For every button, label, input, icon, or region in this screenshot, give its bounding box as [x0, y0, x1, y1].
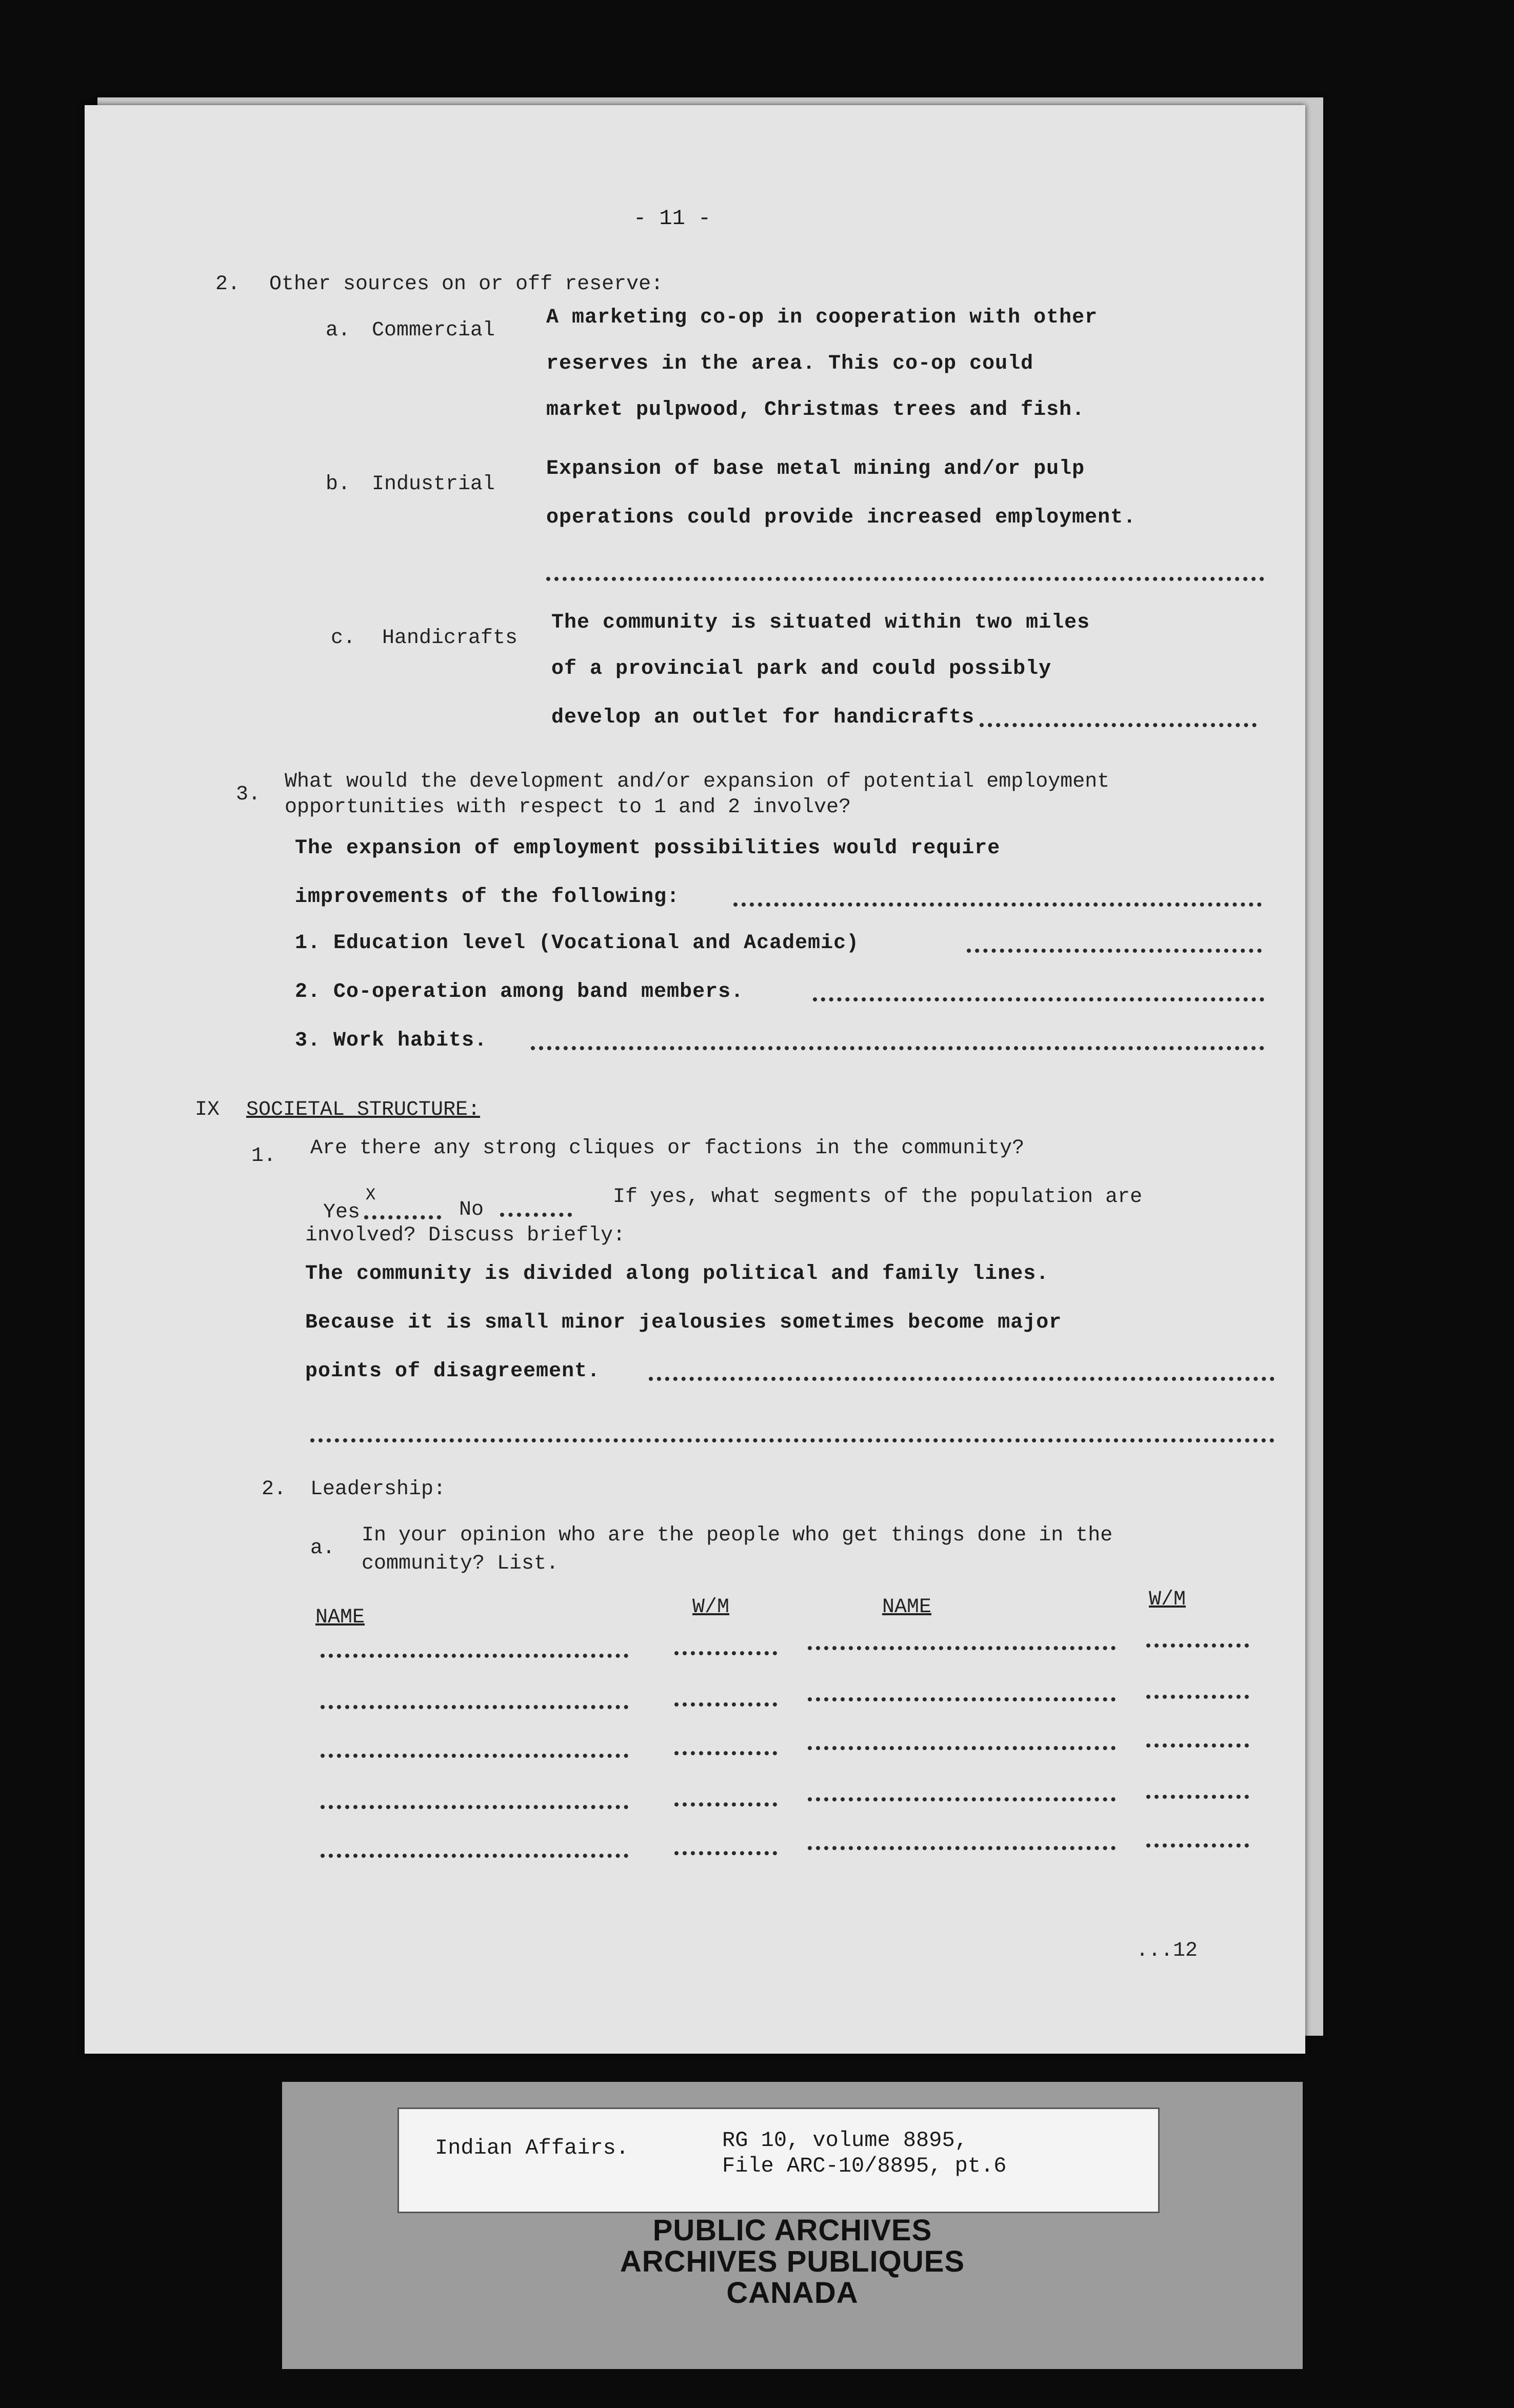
section-ix-numeral: IX [195, 1098, 220, 1121]
answer-line: of a provincial park and could possibly [551, 657, 1052, 680]
no-blank [500, 1213, 572, 1217]
section3-question-line: opportunities with respect to 1 and 2 involve? [285, 796, 851, 819]
col-name-right: NAME [882, 1596, 932, 1619]
archives-stamp-line: CANADA [726, 2276, 859, 2310]
answer-line: Because it is small minor jealousies sometimes become major [305, 1311, 1062, 1334]
answer-line: improvements of the following: [295, 886, 680, 909]
blank-line [310, 1438, 1274, 1442]
answer-line: points of disagreement. [305, 1360, 601, 1383]
table-row-wm [1146, 1743, 1249, 1748]
col-wm-right: W/M [1149, 1588, 1186, 1611]
archive-ref-line: File ARC-10/8895, pt.6 [722, 2154, 1007, 2178]
dotted-fill [733, 902, 1262, 907]
col-name-left: NAME [315, 1606, 365, 1629]
item-b-letter: b. [326, 473, 351, 496]
q2-question-line: In your opinion who are the people who get things done in the [362, 1524, 1113, 1547]
blank-line [546, 577, 1264, 581]
no-label: No [459, 1198, 484, 1221]
table-row-name [808, 1646, 1115, 1650]
table-row-wm [674, 1651, 777, 1655]
table-row-wm [674, 1851, 777, 1855]
section3-question-line: What would the development and/or expansion of potential employment [285, 770, 1110, 793]
col-wm-left: W/M [692, 1596, 730, 1619]
table-row-wm [674, 1702, 777, 1707]
continuation-marker: ...12 [1136, 1939, 1198, 1962]
q2-sub-letter: a. [310, 1537, 335, 1560]
dotted-fill [813, 997, 1264, 1001]
answer-line: The community is divided along political and family lines. [305, 1262, 1049, 1286]
table-row-wm [1146, 1795, 1249, 1799]
answer-line: reserves in the area. This co-op could [546, 352, 1034, 375]
table-row-name [321, 1754, 628, 1758]
q2-question-line: community? List. [362, 1552, 559, 1575]
table-row-name [321, 1705, 628, 1709]
item-c-letter: c. [331, 627, 356, 650]
table-row-wm [674, 1802, 777, 1807]
table-row-name [808, 1697, 1115, 1701]
table-row-wm [1146, 1643, 1249, 1648]
table-row-name [321, 1854, 628, 1858]
table-row-wm [1146, 1843, 1249, 1848]
archives-stamp-line: PUBLIC ARCHIVES [652, 2214, 932, 2247]
q2-heading: Leadership: [310, 1478, 446, 1501]
archives-stamp-line: ARCHIVES PUBLIQUES [620, 2244, 965, 2278]
section2-number: 2. [215, 273, 241, 296]
dotted-fill [980, 723, 1257, 727]
table-row-name [321, 1654, 628, 1658]
archive-reference-card [397, 2108, 1160, 2213]
table-row-name [808, 1746, 1115, 1750]
table-row-name [808, 1797, 1115, 1801]
q1-number: 1. [251, 1145, 276, 1168]
page-number: - 11 - [633, 206, 711, 231]
dotted-fill [531, 1046, 1264, 1050]
item-a-letter: a. [326, 319, 351, 342]
q1-question: Are there any strong cliques or factions in the community? [310, 1137, 1025, 1160]
dotted-fill [649, 1377, 1274, 1381]
item-b-label: Industrial [372, 473, 495, 496]
yes-label: Yes [323, 1201, 361, 1224]
table-row-name [808, 1846, 1115, 1850]
item-a-label: Commercial [372, 319, 495, 342]
yes-blank [364, 1215, 441, 1219]
answer-line: A marketing co-op in cooperation with other [546, 306, 1098, 329]
section3-number: 3. [236, 783, 261, 806]
archive-fonds: Indian Affairs. [435, 2136, 629, 2160]
answer-line: market pulpwood, Christmas trees and fish. [546, 398, 1085, 422]
q1-followup-line: involved? Discuss briefly: [305, 1224, 626, 1247]
answer-line: 1. Education level (Vocational and Academic) [295, 932, 860, 955]
checked-x: X [366, 1186, 376, 1205]
section-ix-title: SOCIETAL STRUCTURE: [246, 1098, 481, 1121]
answer-line: The expansion of employment possibilities would require [295, 837, 1001, 860]
answer-line: The community is situated within two miles [551, 611, 1090, 634]
answer-line: 3. Work habits. [295, 1029, 488, 1052]
answer-line: operations could provide increased employment. [546, 506, 1137, 529]
item-c-label: Handicrafts [382, 627, 518, 650]
archive-ref-line: RG 10, volume 8895, [722, 2128, 968, 2153]
archives-stamp [282, 2215, 1303, 2309]
section2-heading: Other sources on or off reserve: [269, 273, 664, 296]
q2-number: 2. [262, 1478, 287, 1501]
answer-line: develop an outlet for handicrafts [551, 706, 975, 729]
answer-line: Expansion of base metal mining and/or pulp [546, 457, 1085, 480]
document-page [85, 105, 1305, 2054]
answer-line: 2. Co-operation among band members. [295, 980, 744, 1004]
dotted-fill [967, 949, 1262, 953]
table-row-wm [674, 1751, 777, 1755]
table-row-wm [1146, 1695, 1249, 1699]
table-row-name [321, 1805, 628, 1809]
q1-followup-line: If yes, what segments of the population are [613, 1186, 1143, 1209]
